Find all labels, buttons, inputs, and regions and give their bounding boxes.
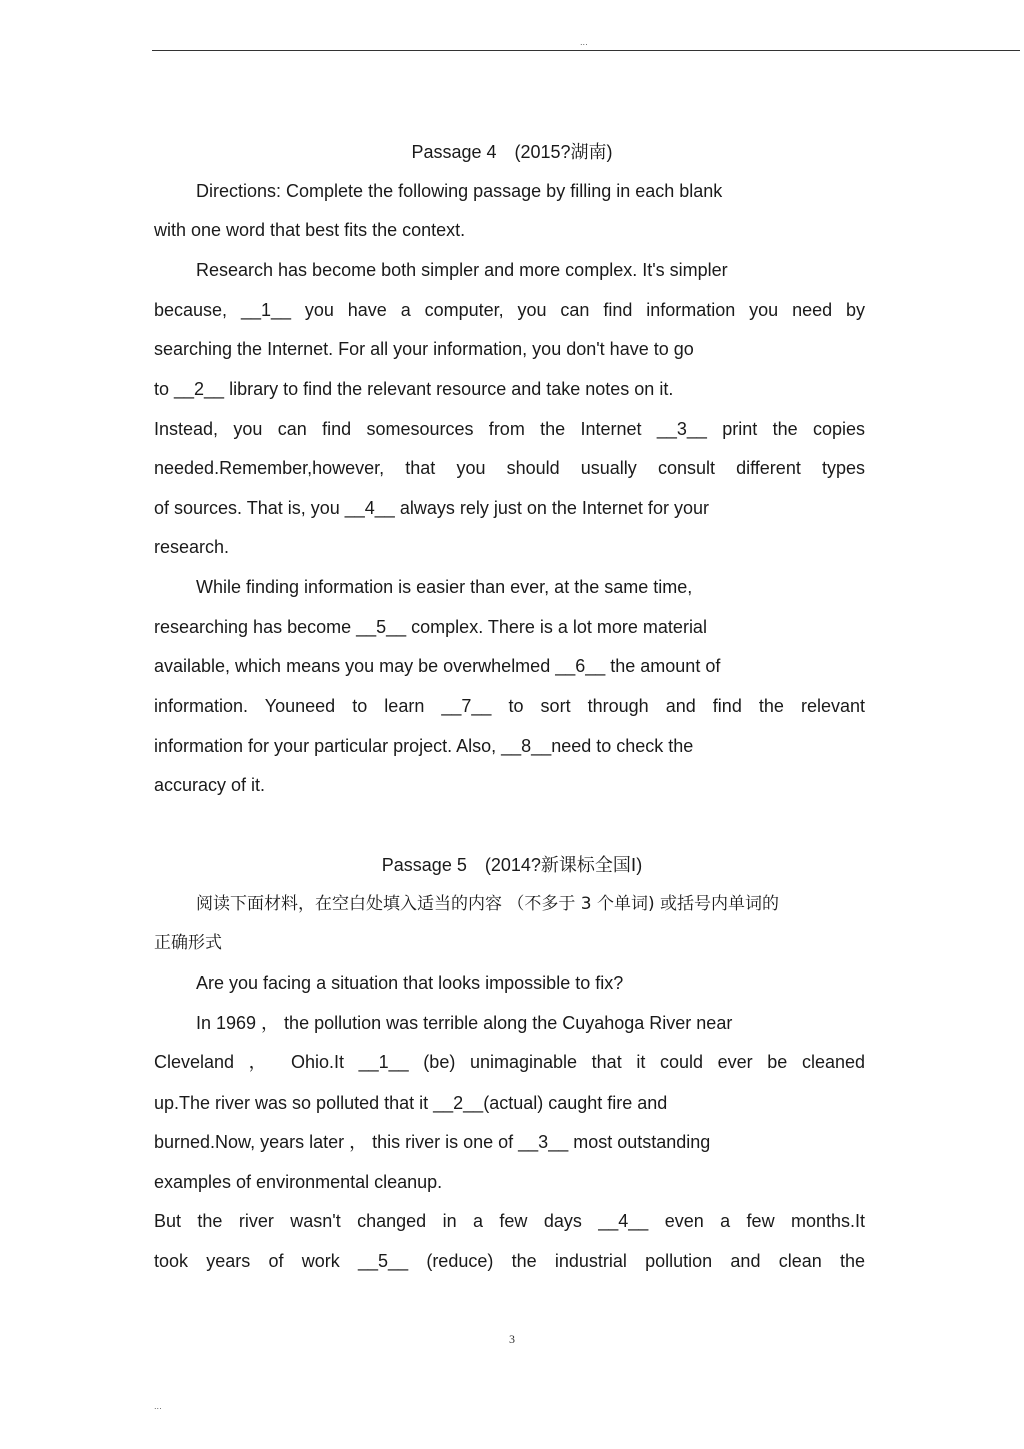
passage4-line: with one word that best fits the context. bbox=[154, 220, 466, 240]
passage5-line: burned.Now, years later ， this river is one of __3__ most outstanding bbox=[154, 1132, 711, 1152]
passage5-line: examples of environmental cleanup. bbox=[154, 1172, 443, 1192]
passage5-line: But the river wasn't changed in a few days __4__ even a few months.It bbox=[154, 1211, 865, 1231]
passage4-line: Instead, you can find somesources from the Internet __3__ print the copies bbox=[154, 419, 865, 439]
passage5-line: Are you facing a situation that looks impossible to fix? bbox=[196, 973, 624, 993]
passage4-line: Research has become both simpler and more complex. It's simpler bbox=[196, 260, 728, 280]
header-dots: ... bbox=[580, 38, 588, 47]
passage4-title: Passage 4 (2015?湖南) bbox=[411, 142, 613, 162]
passage4-line: accuracy of it. bbox=[154, 775, 266, 795]
passage4-line: While finding information is easier than ever, at the same time, bbox=[196, 577, 693, 597]
passage4-line: of sources. That is, you __4__ always rely just on the Internet for your bbox=[154, 498, 709, 518]
passage5-line: Cleveland ， Ohio.It __1__ (be) unimaginable that it could ever be cleaned bbox=[154, 1052, 865, 1072]
passage4-line: available, which means you may be overwhelmed __6__ the amount of bbox=[154, 656, 721, 676]
passage4-line: information. Youneed to learn __7__ to sort through and find the relevant bbox=[154, 696, 865, 716]
passage4-line: researching has become __5__ complex. There is a lot more material bbox=[154, 617, 707, 637]
header-rule bbox=[152, 50, 1020, 51]
passage5-line: took years of work __5__ (reduce) the industrial pollution and clean the bbox=[154, 1251, 865, 1271]
passage4-line: needed.Remember,however, that you should usually consult different types bbox=[154, 458, 865, 478]
footer-dots: ... bbox=[154, 1402, 162, 1411]
passage4-line: research. bbox=[154, 537, 230, 557]
passage4-line: to __2__ library to find the relevant resource and take notes on it. bbox=[154, 379, 674, 399]
passage4-line: information for your particular project. Also, __8__need to check the bbox=[154, 736, 694, 756]
passage4-line: searching the Internet. For all your information, you don't have to go bbox=[154, 339, 694, 359]
passage5-instructions: 正确形式 bbox=[154, 933, 222, 953]
page-number: 3 bbox=[509, 1332, 515, 1346]
passage5-instructions: 阅读下面材料，在空白处填入适当的内容 （不多于 3 个单词) 或括号内单词的 bbox=[196, 894, 780, 914]
passage4-line: because, __1__ you have a computer, you can find information you need by bbox=[154, 300, 865, 320]
passage5-line: up.The river was so polluted that it __2__(actual) caught fire and bbox=[154, 1093, 668, 1113]
passage4-line: Directions: Complete the following passage by filling in each blank bbox=[196, 181, 723, 201]
passage5-title: Passage 5 (2014?新课标全国Ⅰ) bbox=[381, 855, 643, 875]
passage5-line: In 1969 ， the pollution was terrible along the Cuyahoga River near bbox=[196, 1013, 733, 1033]
